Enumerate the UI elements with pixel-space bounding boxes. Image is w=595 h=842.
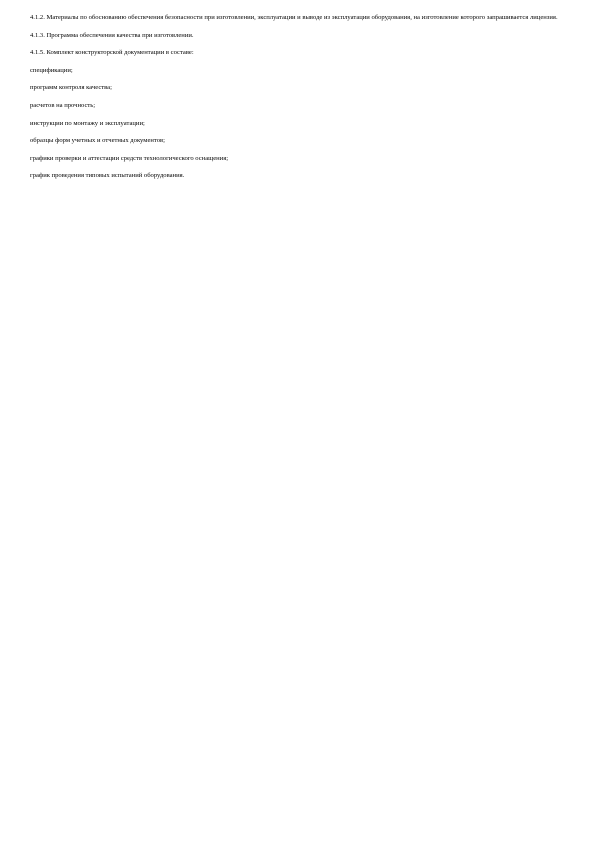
paragraph-strength-calculations: расчетов на прочность; xyxy=(30,101,96,109)
paragraph-specifications: спецификации; xyxy=(30,66,73,74)
paragraph-record-forms: образцы форм учетных и отчетных документов; xyxy=(30,137,165,145)
paragraph-4-1-2: 4.1.2. Материалы по обоснованию обеспечения безопасности при изготовлении, эксплуатации и выводе из эксплуатации оборудования, на изготовление которого запрашивается лицензия. xyxy=(30,14,558,21)
paragraph-4-1-5: 4.1.5. Комплект конструкторской документации в составе: xyxy=(30,49,194,57)
document-page xyxy=(30,14,570,199)
paragraph-quality-control-programs: программ контроля качества; xyxy=(30,84,112,92)
paragraph-installation-instructions: инструкции по монтажу и эксплуатации; xyxy=(30,119,145,127)
paragraph-type-tests-schedule: график проведения типовых испытаний оборудования. xyxy=(30,172,185,180)
paragraph-equipment-schedules: графики проверки и аттестации средств технологического оснащения; xyxy=(30,154,229,162)
paragraph-4-1-3: 4.1.3. Программа обеспечения качества при изготовлении. xyxy=(30,31,194,39)
